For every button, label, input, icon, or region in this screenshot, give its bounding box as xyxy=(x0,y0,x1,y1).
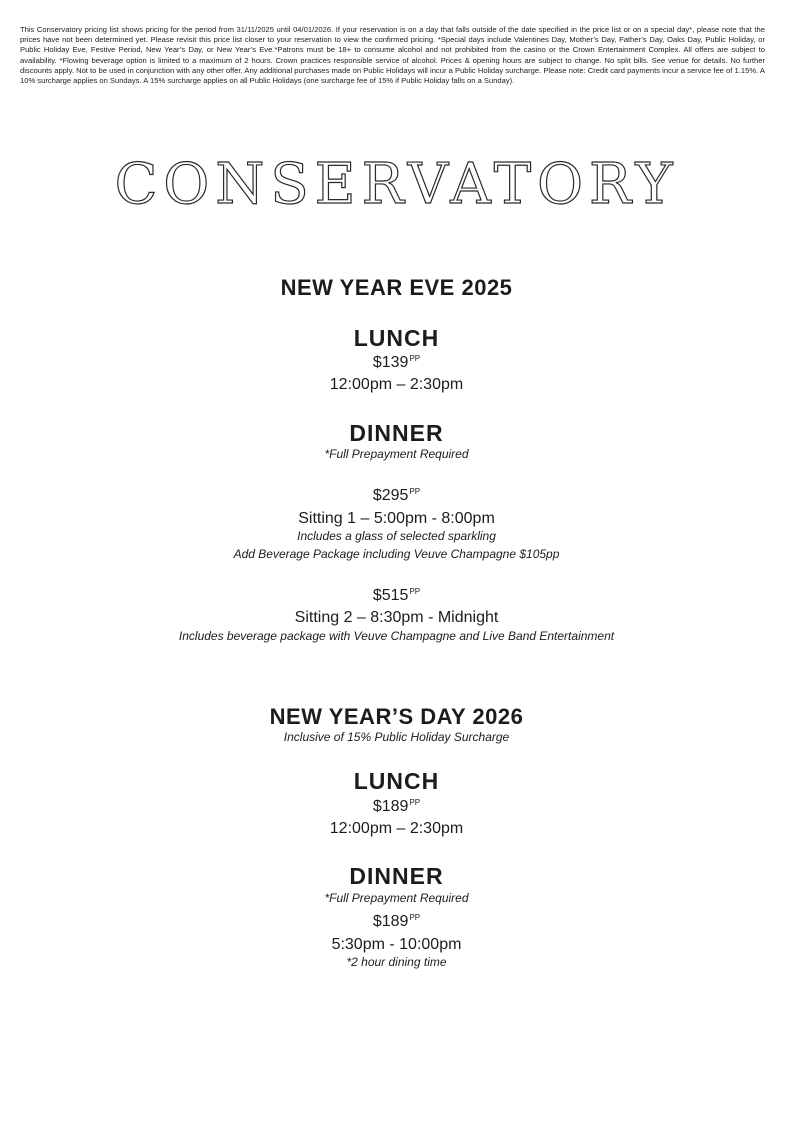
nye-sitting2-time: Sitting 2 – 8:30pm - Midnight xyxy=(294,609,499,626)
per-person-label: PP xyxy=(409,587,421,596)
nyd-dinner-price xyxy=(0,913,793,931)
nye-sitting2-price xyxy=(0,587,793,605)
nyd-dinner-time: 5:30pm - 10:00pm xyxy=(331,936,462,953)
nye-lunch-title: LUNCH xyxy=(353,325,440,351)
nyd-title: NEW YEAR’S DAY 2026 xyxy=(269,704,524,729)
nyd-lunch-price xyxy=(0,798,793,816)
nye-dinner-prepayment-note: *Full Prepayment Required xyxy=(324,447,469,461)
nyd-dinner-title: DINNER xyxy=(349,863,444,889)
nye-title: NEW YEAR EVE 2025 xyxy=(280,275,513,300)
price-value: $295 xyxy=(372,487,409,504)
nyd-lunch-time: 12:00pm – 2:30pm xyxy=(329,820,464,837)
per-person-label: PP xyxy=(409,354,421,363)
nyd-dinner-prepayment-note: *Full Prepayment Required xyxy=(324,891,469,905)
nye-sitting1-addon-note: Add Beverage Package including Veuve Champagne $105pp xyxy=(233,547,560,561)
nye-lunch-time: 12:00pm – 2:30pm xyxy=(329,376,464,393)
brand-logo: CONSERVATORY xyxy=(114,152,679,217)
per-person-label: PP xyxy=(409,798,421,807)
price-value: $515 xyxy=(372,587,409,604)
nyd-dining-time-note: *2 hour dining time xyxy=(346,955,447,969)
disclaimer-text: This Conservatory pricing list shows pricing for the period from 31/11/2025 until 04/01/2026. If your reservation is on a day that falls outside of the date specified in the price list or on a special day*, please note that the prices have not been determined yet. Please revisit this price list closer to your reservation to view the confirmed pricing. *Special days include Valentines Day, Mother’s Day, Father’s Day, Oaks Day, Public Holiday, or Public Holiday Eve, Festive Period, New Year’s Day, or New Year’s Eve.*Patrons must be 18+ to consume alcohol and not prohibited from the casino or the Crown Entertainment Complex. All offers are subject to availability. *Flowing beverage option is limited to a maximum of 2 hours. Crown practices responsible service of alcohol. Prices & opening hours are subject to change. No split bills. See venue for details. No further discounts apply. Not to be used in conjunction with any other offer. Any additional purchases made on Public Holidays will incur a Public Holiday surcharge. Please note: Credit card payments incur a service fee of 1.15%. A 10% surcharge applies on Sundays. A 15% surcharge applies on all Public Holidays (one surcharge fee of 15% if Public Holiday falls on a Sunday). xyxy=(20,25,765,86)
nye-lunch-price xyxy=(0,354,793,372)
nye-sitting1-time: Sitting 1 – 5:00pm - 8:00pm xyxy=(298,510,495,527)
price-value: $139 xyxy=(372,354,409,371)
nye-sitting1-price xyxy=(0,487,793,505)
price-value: $189 xyxy=(372,913,409,930)
nye-sitting2-note: Includes beverage package with Veuve Champagne and Live Band Entertainment xyxy=(178,629,615,643)
per-person-label: PP xyxy=(409,487,421,496)
nyd-lunch-title: LUNCH xyxy=(353,768,440,794)
nye-dinner-title: DINNER xyxy=(349,420,444,446)
nye-sitting1-note: Includes a glass of selected sparkling xyxy=(297,529,496,543)
nyd-surcharge-note: Inclusive of 15% Public Holiday Surcharge xyxy=(283,730,510,744)
per-person-label: PP xyxy=(409,913,421,922)
price-value: $189 xyxy=(372,798,409,815)
